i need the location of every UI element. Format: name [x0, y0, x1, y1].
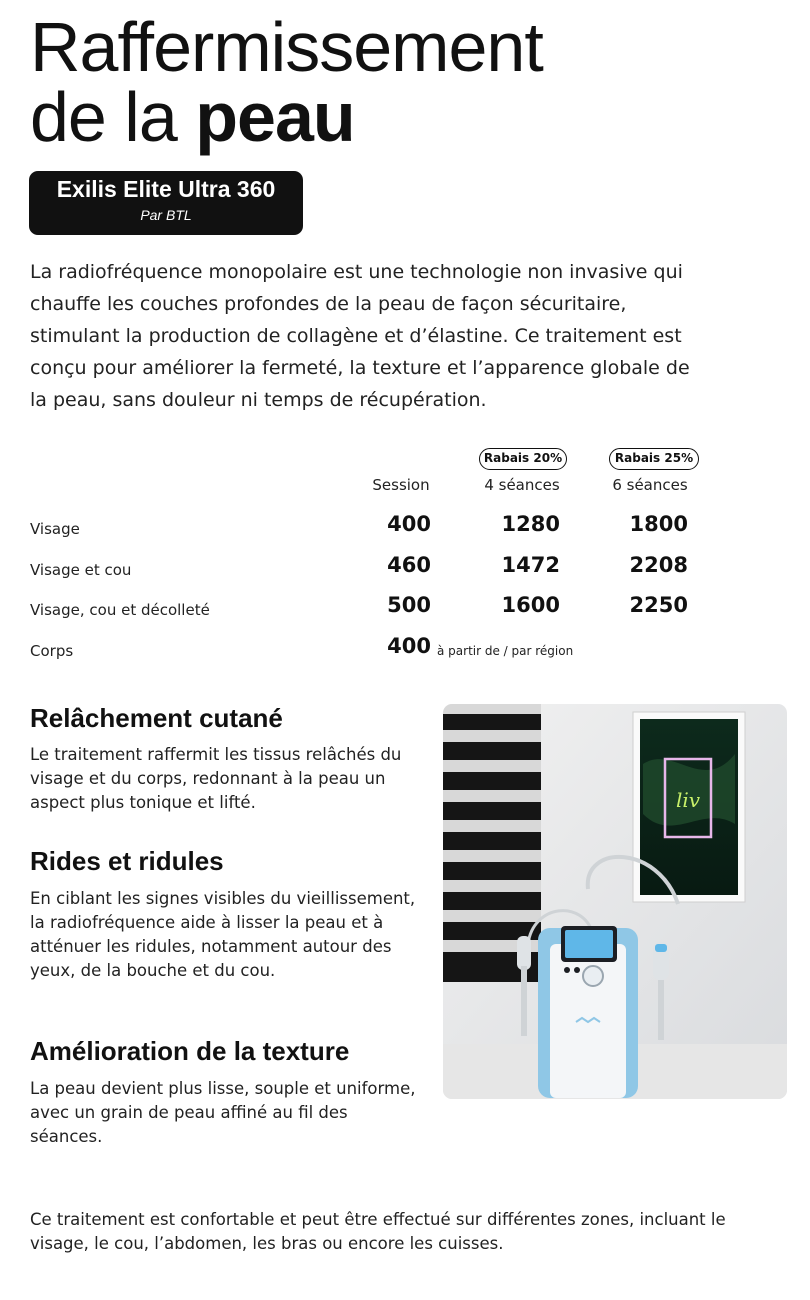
row-label: Visage — [30, 520, 80, 538]
price-row-corps — [0, 634, 810, 664]
row-label: Corps — [30, 642, 74, 660]
price-6-sessions: 2250 — [629, 593, 688, 617]
row-label: Visage et cou — [30, 561, 132, 579]
price-row-visage — [0, 512, 810, 542]
product-name: Exilis Elite Ultra 360 — [56, 176, 276, 202]
wall-artwork — [633, 712, 745, 902]
row-label: Visage, cou et décolleté — [30, 601, 210, 619]
section-text-rides: En ciblant les signes visibles du vieillissement, la radiofréquence aide à lisser la peau et à atténuer les ridules, notamment autour des yeux, de la bouche et du cou. — [30, 889, 416, 980]
column-header-session: Session — [372, 476, 430, 494]
column-header-4-sessions: 4 séances — [484, 476, 560, 494]
title-bold-text: peau — [195, 78, 355, 156]
price-session: 500 — [387, 593, 431, 617]
product-brand: Par BTL — [140, 207, 192, 223]
price-row-visage-cou-decollete — [0, 593, 810, 623]
discount-badge-6-sessions: Rabais 25% — [609, 448, 699, 470]
column-header-6-sessions: 6 séances — [612, 476, 688, 494]
price-4-sessions: 1472 — [501, 553, 560, 577]
device-photo — [443, 704, 787, 1099]
section-title-texture: Amélioration de la texture — [30, 1036, 350, 1066]
discount-badge-4-sessions: Rabais 20% — [479, 448, 567, 470]
price-row-visage-cou — [0, 553, 810, 583]
device-illustration — [443, 704, 787, 1099]
price-4-sessions: 1600 — [501, 593, 560, 617]
price-session: 460 — [387, 553, 431, 577]
price-6-sessions: 2208 — [629, 553, 688, 577]
section-title-relachement: Relâchement cutané — [30, 703, 283, 733]
title-light-text: de la — [30, 78, 196, 156]
title-line-2 — [30, 78, 543, 156]
price-6-sessions: 1800 — [629, 512, 688, 536]
section-title-rides: Rides et ridules — [30, 846, 224, 876]
artwork-logo-text: liv — [675, 788, 701, 812]
section-text-texture: La peau devient plus lisse, souple et uniforme, avec un grain de peau affiné au fil des séances. — [30, 1079, 416, 1146]
section-text-relachement: Le traitement raffermit les tissus relâchés du visage et du corps, redonnant à la peau un aspect plus tonique et lifté. — [30, 745, 402, 812]
intro-paragraph: La radiofréquence monopolaire est une technologie non invasive qui chauffe les couches profondes de la peau de façon sécuritaire, stimulant la production de collagène et d’élastine. Ce traitement est conçu pour améliorer la fermeté, la texture et l’apparence globale de la peau, sans douleur ni temps de récupération. — [30, 261, 690, 411]
page-title — [30, 8, 543, 156]
product-badge — [29, 171, 303, 235]
price-session: 400 — [387, 634, 431, 658]
footer-paragraph: Ce traitement est confortable et peut être effectué sur différentes zones, incluant le visage, le cou, l’abdomen, les bras ou encore les cuisses. — [30, 1210, 726, 1253]
title-line-1: Raffermissement — [30, 8, 543, 86]
price-4-sessions: 1280 — [501, 512, 560, 536]
price-note: à partir de / par région — [437, 644, 574, 658]
price-session: 400 — [387, 512, 431, 536]
